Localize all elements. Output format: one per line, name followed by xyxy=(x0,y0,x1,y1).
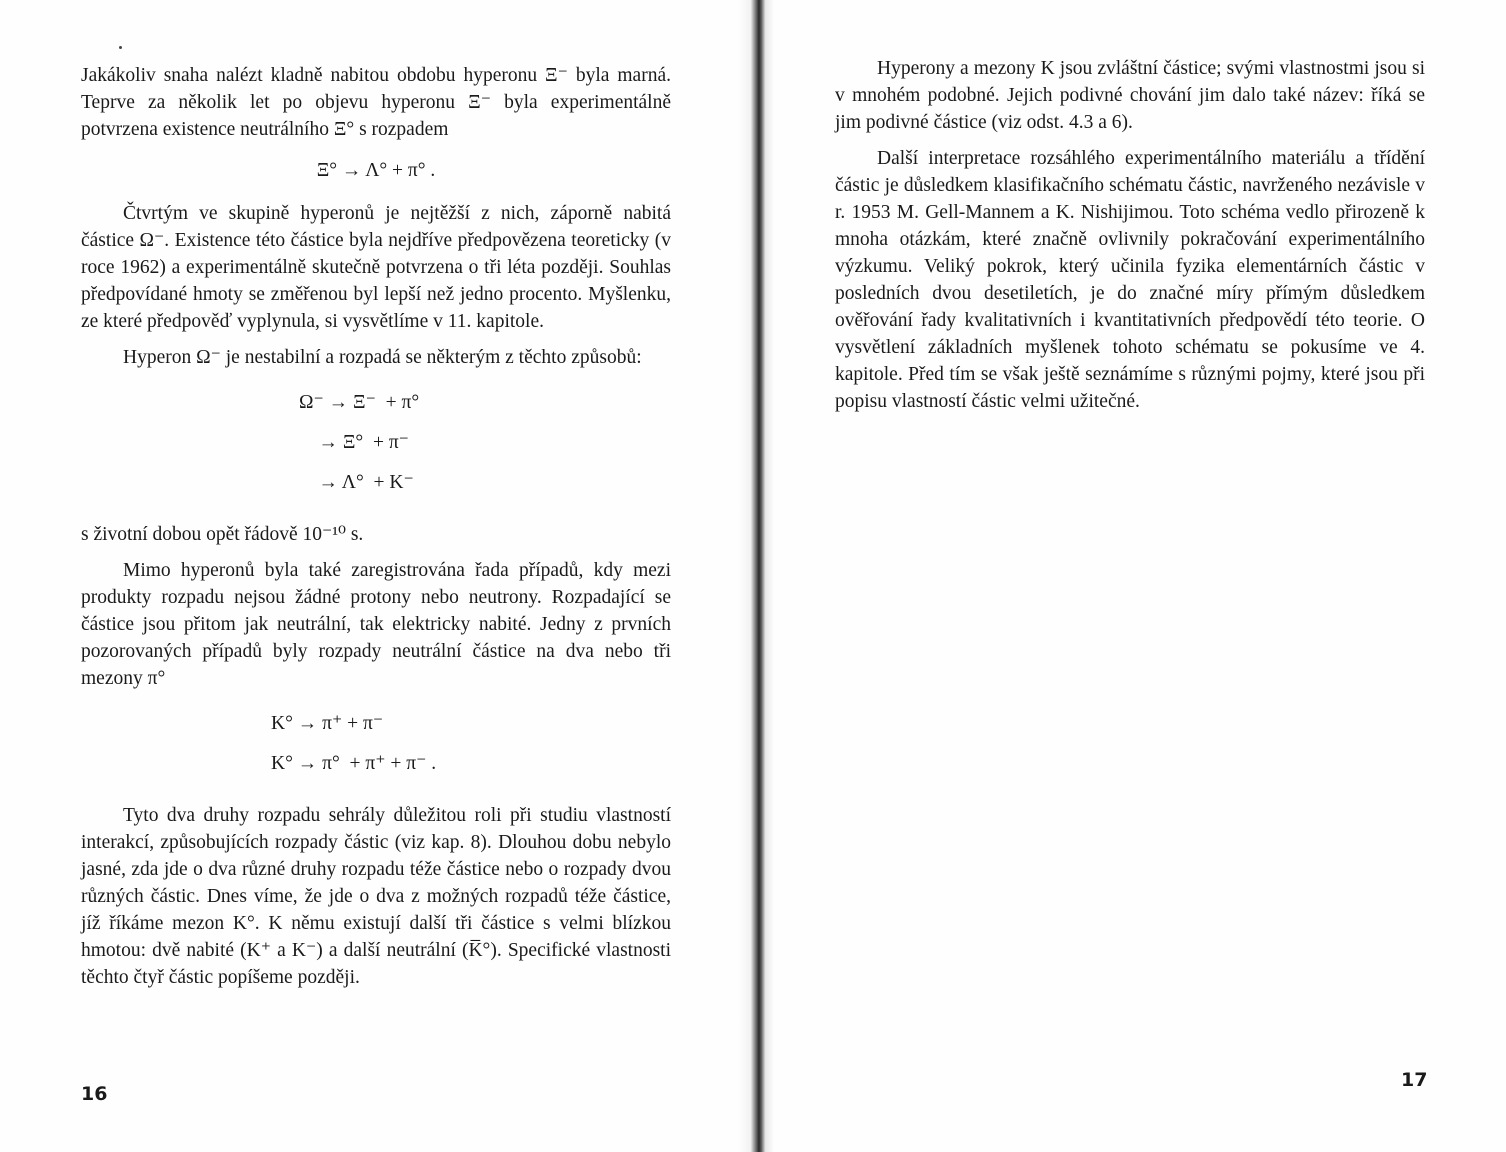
right-paragraph-1: Hyperony a mezony K jsou zvláštní částice; svými vlastnostmi jsou si v mnohém podobné. Jejich podivné chování jim dalo také název: říká se jim podivné částice (viz odst. 4.3 a 6). xyxy=(835,58,1425,133)
kaon-decay-line: K° → π° + π⁺ + π⁻ . xyxy=(271,753,437,774)
left-paragraph-2: Čtvrtým ve skupině hyperonů je nejtěžší z nich, záporně nabitá částice Ω⁻. Existence této částice byla nejdříve předpovězena teoreticky (v roce 1962) a experimentálně skutečně potvrzena o tři léta později. Souhlas předpovídané hmoty se změřenou byl lepší než jedno procento. Myšlenku, ze které předpověď vyplynula, si vysvětlíme v 11. kapitole. xyxy=(81,203,671,332)
left-paragraph-6: Tyto dva druhy rozpadu sehrály důležitou roli při studiu vlastností interakcí, způsobujících rozpady částic (viz kap. 8). Dlouhou dobu nebylo jasné, zda jde o dva různé druhy rozpadu téže částice nebo o rozpady dvou různých částic. Dnes víme, že jde o dva z možných rozpadů téže částice, jíž říkáme mezon K°. K němu existují další tři částice s velmi blízkou hmotou: dvě nabité (K⁺ a K⁻) a další neutrální (K̅°). Specifické vlastnosti těchto čtyř částic popíšeme později. xyxy=(81,805,671,988)
omega-decay-line: → Ξ° + π⁻ xyxy=(299,432,409,453)
omega-decay-line: Ω⁻ → Ξ⁻ + π° xyxy=(299,392,420,413)
left-paragraph-3: Hyperon Ω⁻ je nestabilní a rozpadá se některým z těchto způsobů: xyxy=(123,347,642,368)
equation-xi-decay: Ξ° → Λ° + π° . xyxy=(316,160,436,181)
kaon-decay-line: K° → π⁺ + π⁻ xyxy=(271,713,384,734)
page-number-right: 17 xyxy=(1401,1069,1428,1091)
left-paragraph-1: Jakákoliv snaha nalézt kladně nabitou obdobu hyperonu Ξ⁻ byla marná. Teprve za několik let po objevu hyperonu Ξ⁻ byla experimentálně potvrzena existence neutrálního Ξ° s rozpadem xyxy=(81,65,671,140)
right-page xyxy=(835,55,1425,415)
omega-decay-line: → Λ° + K⁻ xyxy=(299,472,414,493)
book-spine-shadow xyxy=(738,0,774,1152)
left-page xyxy=(81,62,671,991)
right-paragraph-2: Další interpretace rozsáhlého experimentálního materiálu a třídění částic je důsledkem klasifikačního schématu částic, navrženého nezávisle v r. 1953 M. Gell-Mannem a K. Nishijimou. Toto schéma vedlo přirozeně k mnoha otázkám, které značně ovlivnily pokračování experimentálního výzkumu. Veliký pokrok, který učinila fyzika elementárních částic v posledních dvou desetiletích, je do značné míry přímým důsledkem ověřování řady kvalitativních i kvantitativních předpovědí této teorie. O vysvětlení základních myšlenek tohoto schématu se pokusíme ve 4. kapitole. Před tím se však ještě seznámíme s různými pojmy, které jsou při popisu vlastností částic velmi užitečné. xyxy=(835,148,1425,412)
left-paragraph-4: s životní dobou opět řádově 10⁻¹⁰ s. xyxy=(81,524,364,545)
speck xyxy=(119,46,122,49)
omega-decay-equations xyxy=(81,383,671,503)
kaon-decay-equations xyxy=(81,704,671,784)
left-paragraph-5: Mimo hyperonů byla také zaregistrována řada případů, kdy mezi produkty rozpadu nejsou žádné protony nebo neutrony. Rozpadající se částice jsou přitom jak neutrální, tak elektricky nabité. Jedny z prvních pozorovaných případů byly rozpady neutrální částice na dva nebo tři mezony π° xyxy=(81,560,671,689)
page-number-left: 16 xyxy=(81,1083,108,1105)
